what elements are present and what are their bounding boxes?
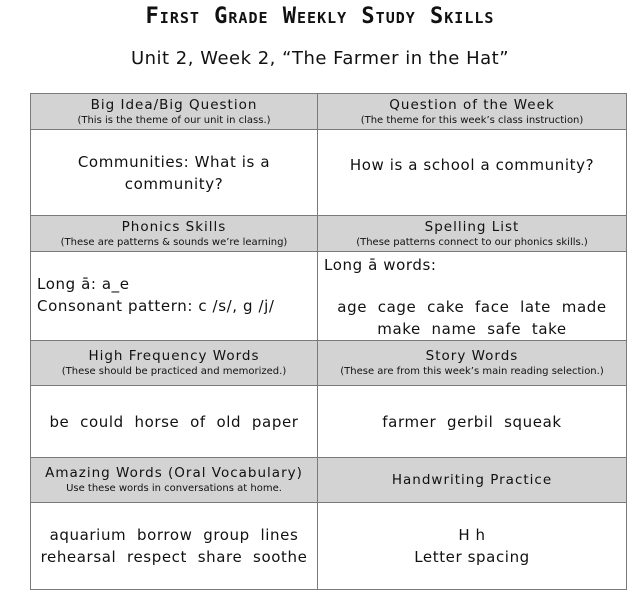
page-subtitle: Unit 2, Week 2, “The Farmer in the Hat” [130,48,510,69]
story-words-header [318,341,627,386]
amazing-words-title: Amazing Words (Oral Vocabulary) [45,465,303,481]
story-words-cell [318,386,627,458]
handwriting-header [318,458,627,503]
spelling-subtitle: (These patterns connect to our phonics skills.) [356,236,588,248]
spelling-line2: make name safe take [377,320,567,338]
study-skills-table [30,93,627,590]
question-week-cell [318,130,627,216]
spelling-words [324,296,620,340]
handwriting-line1: H h [458,526,486,544]
big-idea-subtitle: (This is the theme of our unit in class.) [77,114,271,126]
big-idea-line2: community? [124,174,224,193]
amazing-words-header [31,458,318,503]
amazing-words-line1: aquarium borrow group lines [49,526,299,544]
high-frequency-header [31,341,318,386]
big-idea-line1: Communities: What is a [77,152,271,171]
page-title: First Grade Weekly Study Skills [145,4,495,29]
spelling-header [318,216,627,252]
question-week-title: Question of the Week [389,96,555,113]
amazing-words-subtitle: Use these words in conversations at home. [66,483,282,494]
high-frequency-subtitle: (These should be practiced and memorized.) [61,366,287,377]
story-words-subtitle: (These are from this week’s main reading selection.) [340,366,604,377]
body-row-phonics [31,252,627,341]
phonics-line1: Long ā: a_e [37,275,130,293]
handwriting-title: Handwriting Practice [391,471,553,488]
question-week-header [318,94,627,130]
high-frequency-title: High Frequency Words [88,348,260,364]
body-row-big-idea [31,130,627,216]
big-idea-cell [31,130,318,216]
handwriting-line2: Letter spacing [414,548,530,566]
amazing-words-line2: rehearsal respect share soothe [40,548,308,566]
phonics-header [31,216,318,252]
story-words-title: Story Words [425,348,519,364]
spelling-cell [318,252,627,341]
phonics-cell [31,252,318,341]
spelling-intro: Long ā words: [324,256,437,274]
spelling-title: Spelling List [424,218,520,235]
handwriting-cell [318,503,627,590]
high-frequency-words: be could horse of old paper [49,412,299,431]
big-idea-header [31,94,318,130]
body-row-high-frequency [31,386,627,458]
high-frequency-cell [31,386,318,458]
header-row-phonics [31,216,627,252]
question-week-subtitle: (The theme for this week’s class instruction) [360,114,584,126]
spelling-line1: age cage cake face late made [337,298,607,316]
amazing-words-cell [31,503,318,590]
question-week-text: How is a school a community? [349,155,595,174]
story-words-list: farmer gerbil squeak [382,412,562,431]
phonics-line2: Consonant pattern: c /s/, g /j/ [37,297,275,315]
body-row-amazing-words [31,503,627,590]
header-row-big-idea [31,94,627,130]
header-row-high-frequency [31,341,627,386]
phonics-title: Phonics Skills [121,218,227,235]
big-idea-title: Big Idea/Big Question [90,96,258,113]
header-row-amazing-words [31,458,627,503]
phonics-subtitle: (These are patterns & sounds we’re learning) [60,236,288,248]
